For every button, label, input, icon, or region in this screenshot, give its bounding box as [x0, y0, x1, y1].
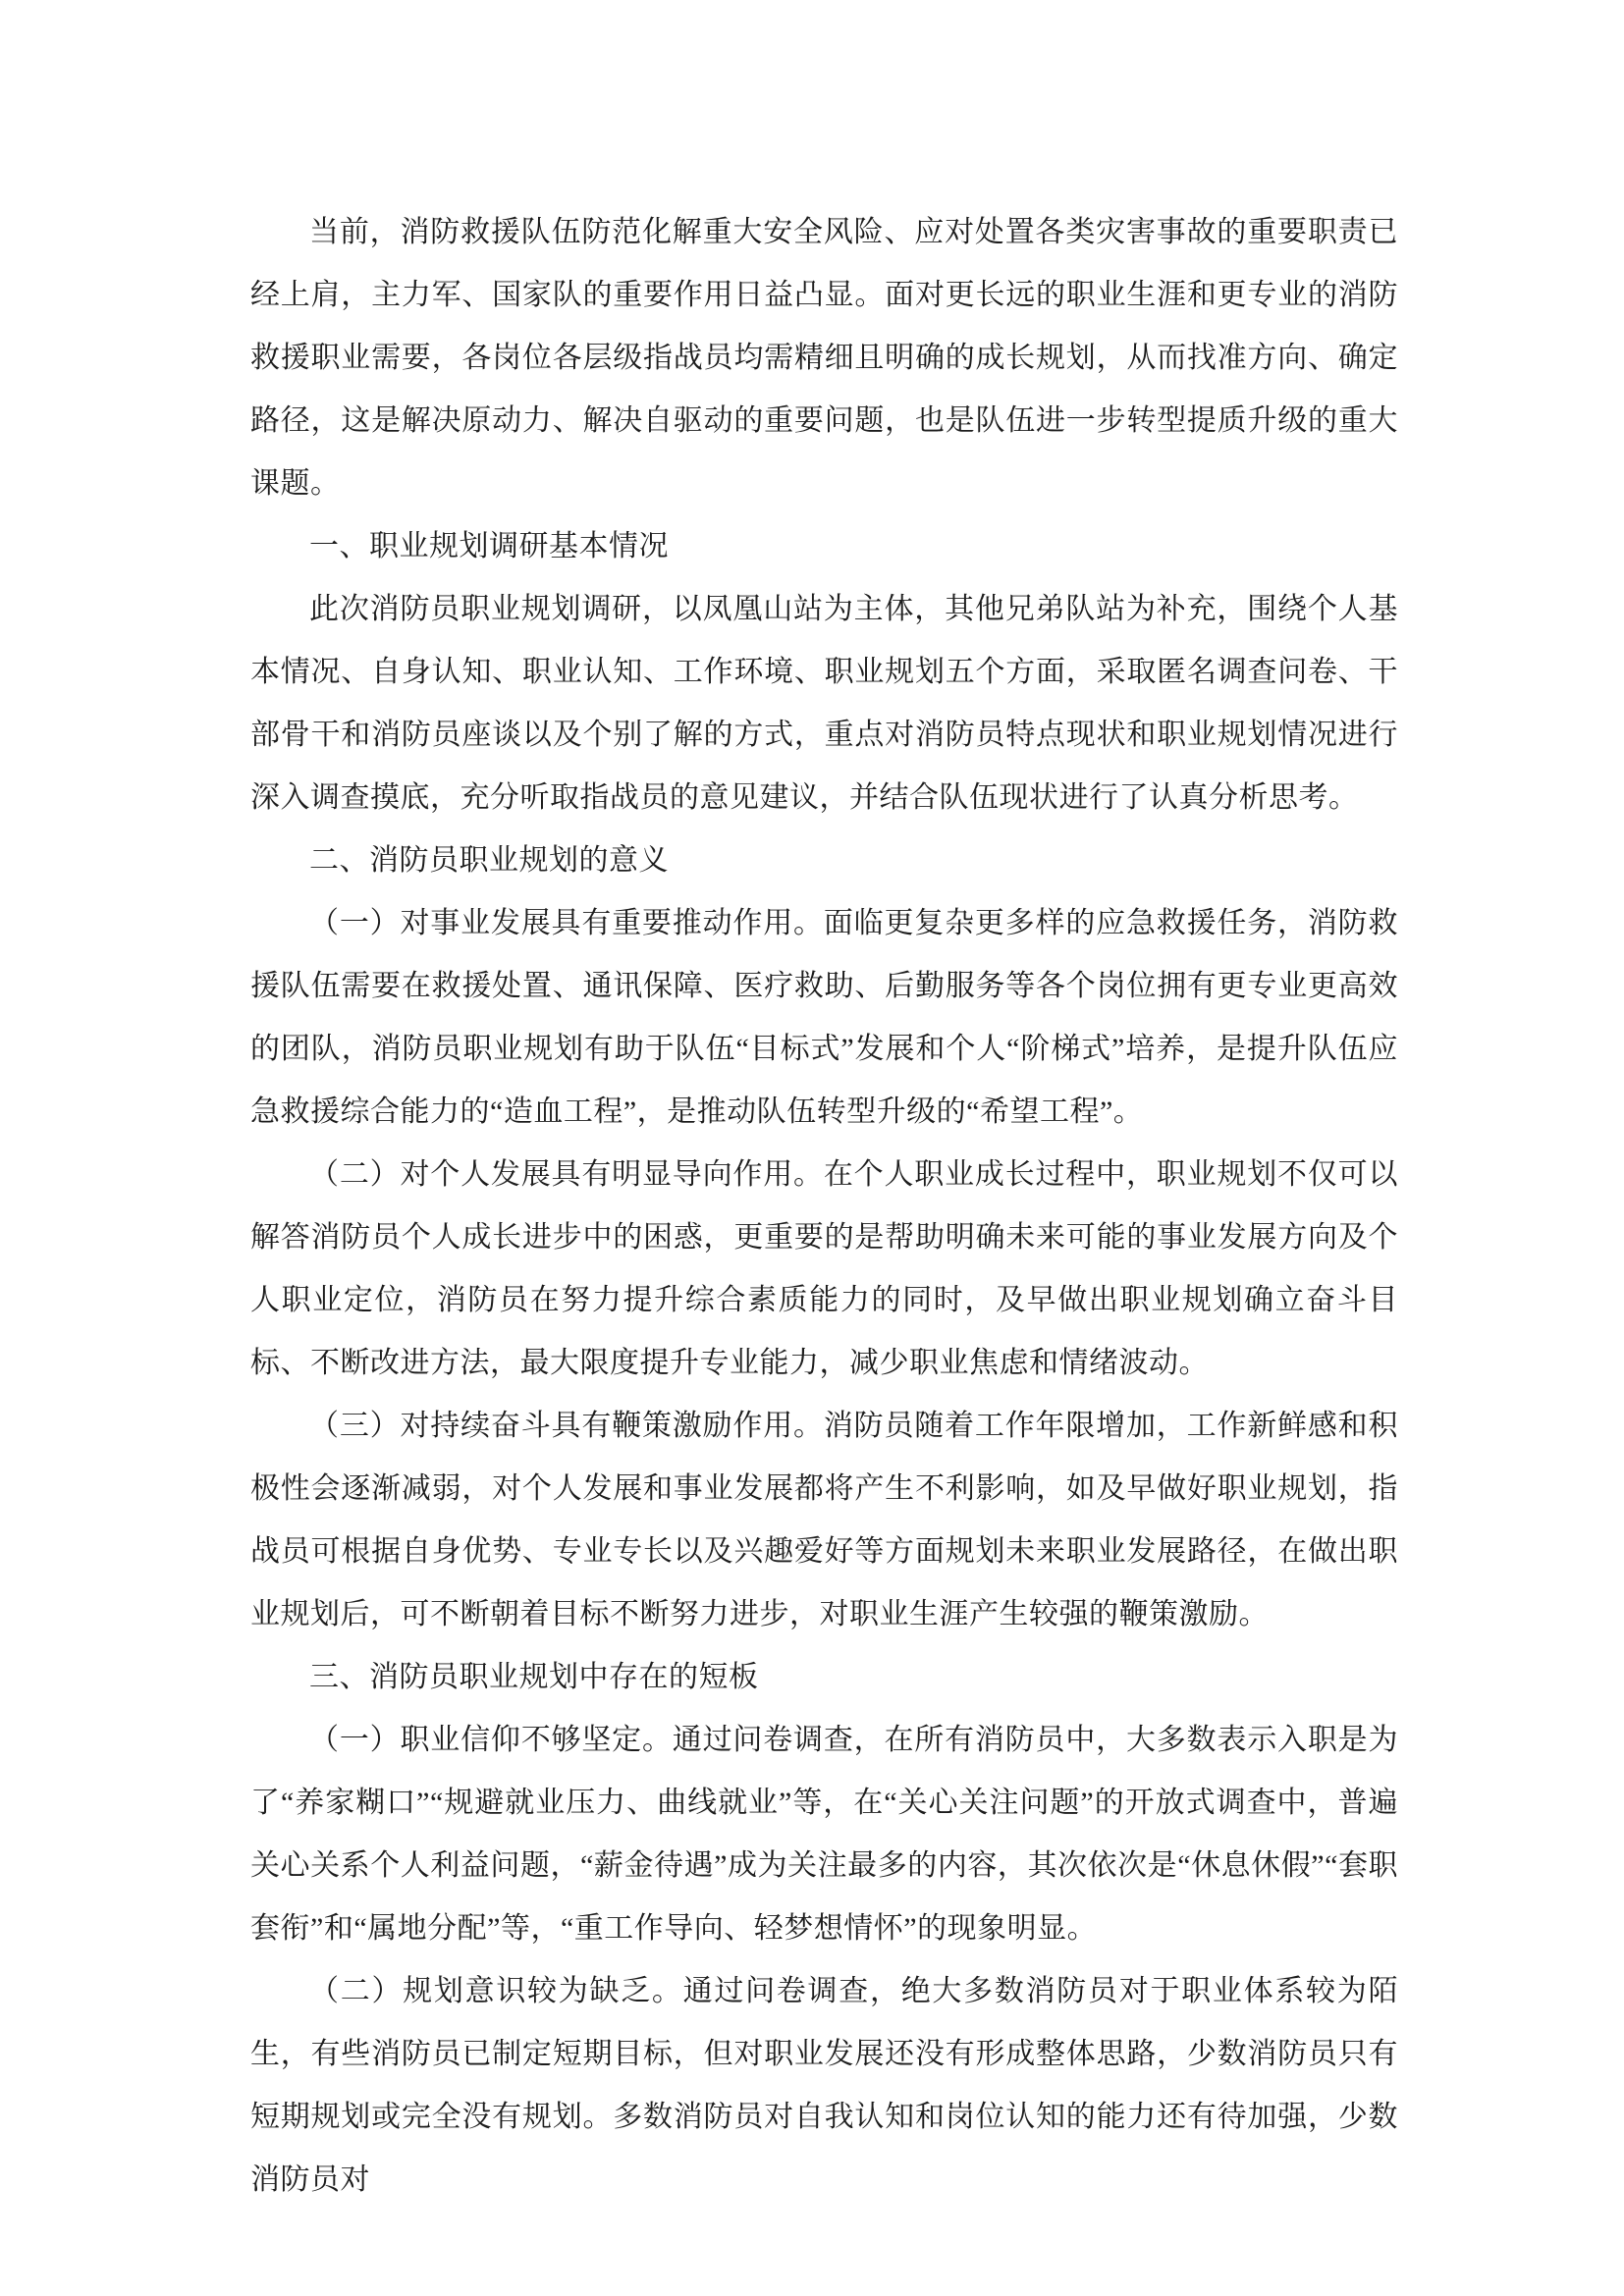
- paragraph: 此次消防员职业规划调研，以凤凰山站为主体，其他兄弟队站为补充，围绕个人基本情况、自身认知、职业认知、工作环境、职业规划五个方面，采取匿名调查问卷、干部骨干和消防员座谈以及个别了解的方式，重点对消防员特点现状和职业规划情况进行深入调查摸底，充分听取指战员的意见建议，并结合队伍现状进行了认真分析思考。: [250, 593, 1398, 814]
- section-heading: 二、消防员职业规划的意义: [309, 844, 669, 877]
- paragraph: （二）对个人发展具有明显导向作用。在个人职业成长过程中，职业规划不仅可以解答消防员个人成长进步中的困惑，更重要的是帮助明确未来可能的事业发展方向及个人职业定位，消防员在努力提升综合素质能力的同时，及早做出职业规划确立奋斗目标、不断改进方法，最大限度提升专业能力，减少职业焦虑和情绪波动。: [250, 1158, 1398, 1379]
- section-heading: 三、消防员职业规划中存在的短板: [309, 1661, 759, 1693]
- paragraph: 当前，消防救援队伍防范化解重大安全风险、应对处置各类灾害事故的重要职责已经上肩，主力军、国家队的重要作用日益凸显。面对更长远的职业生涯和更专业的消防救援职业需要，各岗位各层级指战员均需精细且明确的成长规划，从而找准方向、确定路径，这是解决原动力、解决自驱动的重要问题，也是队伍进一步转型提质升级的重大课题。: [250, 216, 1398, 500]
- paragraph: （一）职业信仰不够坚定。通过问卷调查，在所有消防员中，大多数表示入职是为了“养家糊口”“规避就业压力、曲线就业”等，在“关心关注问题”的开放式调查中，普遍关心关系个人利益问题，“薪金待遇”成为关注最多的内容，其次依次是“休息休假”“套职套衔”和“属地分配”等，“重工作导向、轻梦想情怀”的现象明显。: [250, 1724, 1398, 1945]
- paragraph: （一）对事业发展具有重要推动作用。面临更复杂更多样的应急救援任务，消防救援队伍需要在救援处置、通讯保障、医疗救助、后勤服务等各个岗位拥有更专业更高效的团队，消防员职业规划有助于队伍“目标式”发展和个人“阶梯式”培养，是提升队伍应急救援综合能力的“造血工程”，是推动队伍转型升级的“希望工程”。: [250, 907, 1398, 1128]
- paragraph: （三）对持续奋斗具有鞭策激励作用。消防员随着工作年限增加，工作新鲜感和积极性会逐渐减弱，对个人发展和事业发展都将产生不利影响，如及早做好职业规划，指战员可根据自身优势、专业专长以及兴趣爱好等方面规划未来职业发展路径，在做出职业规划后，可不断朝着目标不断努力进步，对职业生涯产生较强的鞭策激励。: [250, 1410, 1398, 1630]
- document-body: [250, 201, 1398, 2212]
- paragraph: （二）规划意识较为缺乏。通过问卷调查，绝大多数消防员对于职业体系较为陌生，有些消防员已制定短期目标，但对职业发展还没有形成整体思路，少数消防员只有短期规划或完全没有规划。多数消防员对自我认知和岗位认知的能力还有待加强，少数消防员对: [250, 1975, 1398, 2196]
- section-heading: 一、职业规划调研基本情况: [309, 530, 669, 562]
